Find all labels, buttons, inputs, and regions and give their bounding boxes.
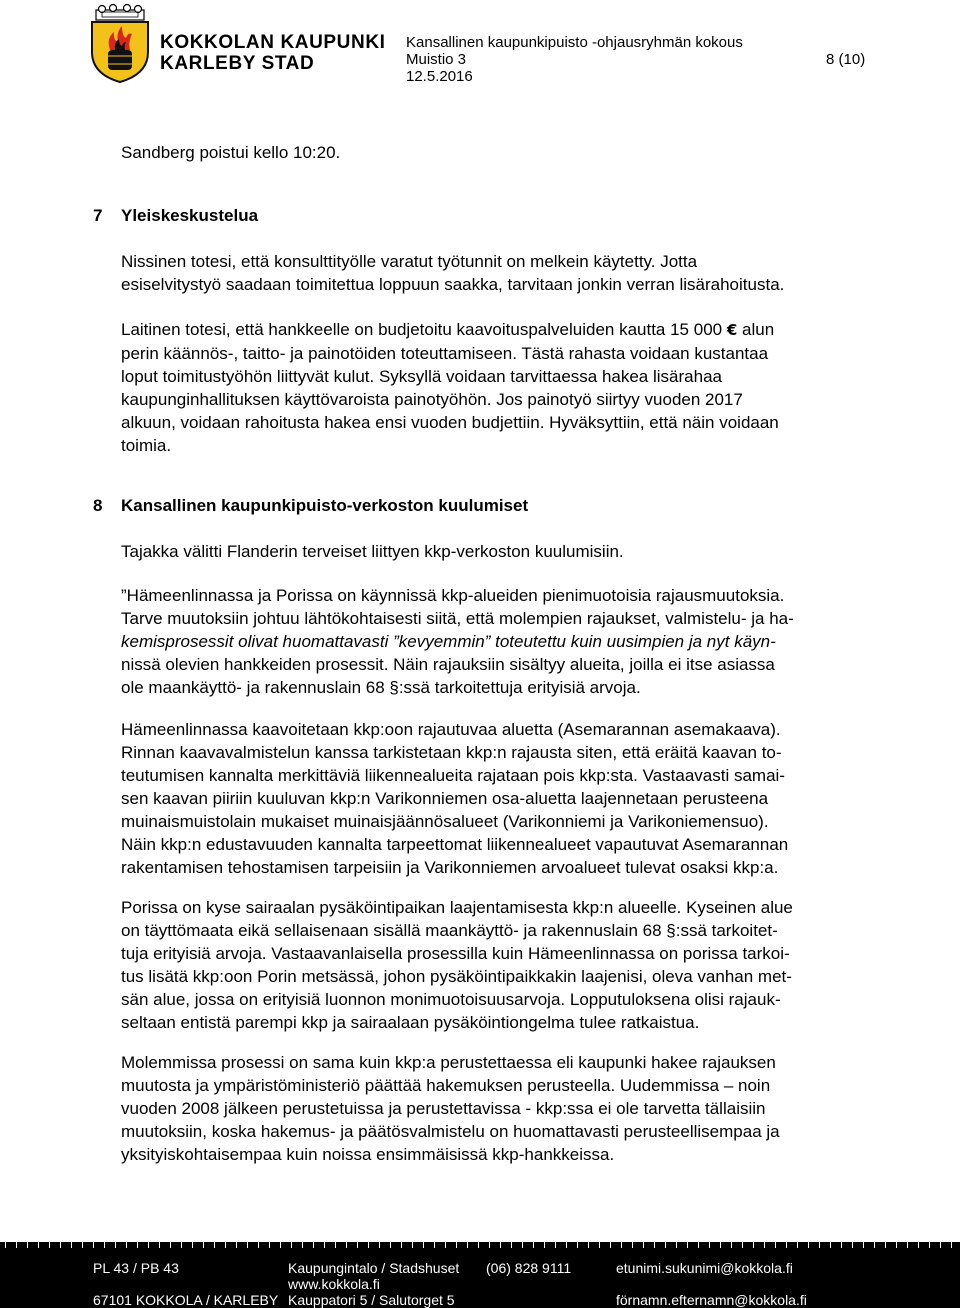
text-line: Tarve muutoksiin johtuu lähtökohtaisesti siitä, että molempien rajaukset, valmistelu- ja ha- xyxy=(121,609,794,628)
footer-phone: (06) 828 9111 xyxy=(486,1260,572,1276)
section-8-paragraph-5 xyxy=(121,1051,891,1166)
footer-bar xyxy=(0,1242,960,1308)
city-name-finnish: KOKKOLAN KAUPUNKI xyxy=(160,32,386,53)
text-line: Tajakka välitti Flanderin terveiset liittyen kkp-verkoston kuulumisiin. xyxy=(121,542,624,561)
text-line: teutumisen kannalta merkittäviä liikennealueita rajataan pois kkp:sta. Vastaavasti samai- xyxy=(121,766,785,785)
footer-street-address: Kauppatori 5 / Salutorget 5 xyxy=(288,1292,455,1308)
text-line: Rinnan kaavavalmistelun kanssa tarkistetaan kkp:n rajausta siten, että eräitä kaavan to- xyxy=(121,743,782,762)
text-line: seltaan entistä parempi kkp ja sairaalaan pysäköintiongelma tulee ratkaistua. xyxy=(121,1013,700,1032)
text-line: Näin kkp:n edustavuuden kannalta tarpeettomat liikennealueet vapautuvat Asemarannan xyxy=(121,835,789,854)
text-line: sen kaavan piiriin kuuluvan kkp:n Varikonniemen osa-aluetta laajennetaan perusteena xyxy=(121,789,769,808)
footer-website-link[interactable]: www.kokkola.fi xyxy=(288,1276,380,1292)
footer-office: Kaupungintalo / Stadshuset xyxy=(288,1260,460,1276)
document-name: Muistio 3 xyxy=(406,51,467,68)
text-line: kemisprosessit olivat huomattavasti ”kevyemmin” toteutettu kuin uusimpien ja nyt käyn- xyxy=(121,632,776,651)
text-line: kaupunginhallituksen käyttövaroista painotyöhön. Jos painotyö siirtyy vuoden 2017 xyxy=(121,390,743,409)
meeting-title: Kansallinen kaupunkipuisto -ohjausryhmän kokous xyxy=(406,34,743,51)
text-line: vuoden 2008 jälkeen perustetuissa ja perustettavissa - kkp:ssa ei ole tarvetta tällaisiin xyxy=(121,1099,766,1118)
page-number: 8 (10) xyxy=(826,51,866,68)
text-line: muutosta ja ympäristöministeriö päättää hakemuksen perusteella. Uudemmissa – noin xyxy=(121,1076,771,1095)
text-fragment: Laitinen totesi, että hankkeelle on budjetoitu kaavoituspalveluiden kautta 15 000 xyxy=(121,320,723,339)
section-8-number: 8 xyxy=(93,496,103,515)
footer-po-box: PL 43 / PB 43 xyxy=(93,1260,179,1276)
section-7-paragraph-2 xyxy=(121,318,891,457)
section-7-title: Yleiskeskustelua xyxy=(121,206,259,225)
section-8-paragraph-2 xyxy=(121,584,891,699)
city-coat-of-arms-logo xyxy=(88,4,152,84)
text-line: nissä olevien hankkeiden prosessit. Näin rajauksiin sisältyy alueita, joilla ei itse asiassa xyxy=(121,655,775,674)
city-name-swedish: KARLEBY STAD xyxy=(160,53,315,74)
text-line xyxy=(121,318,891,342)
text-line: tus lisätä kkp:oon Porin metsässä, johon pysäköintipaikkakin laajenisi, oleva vanhan met- xyxy=(121,967,792,986)
section-7-paragraph-1 xyxy=(121,250,891,296)
footer-top-edge xyxy=(0,1242,960,1248)
section-8-paragraph-4 xyxy=(121,896,891,1034)
text-line: muutoksiin, koska hakemus- ja päätösvalmistelu on huomattavasti perusteellisempaa ja xyxy=(121,1122,780,1141)
text-fragment: alun xyxy=(742,320,775,339)
text-line: rakentamisen tehostamisen tarpeisiin ja Varikonniemen arvoalueet tulevat osaksi kkp:a. xyxy=(121,858,779,877)
text-line: Molemmissa prosessi on sama kuin kkp:a perustettaessa eli kaupunki hakee rajauksen xyxy=(121,1053,776,1072)
text-line: yksityiskohtaisempaa kuin noissa ensimmäisissä kkp-hankkeissa. xyxy=(121,1145,615,1164)
section-8-paragraph-3 xyxy=(121,718,891,879)
text-line: Hämeenlinnassa kaavoitetaan kkp:oon rajautuvaa aluetta (Asemarannan asemakaava). xyxy=(121,720,781,739)
text-line: Nissinen totesi, että konsulttityölle varatut työtunnit on melkein käytetty. Jotta xyxy=(121,252,698,271)
text-line: muinaismuistolain mukaiset muinaisjäännösalueet (Varikonniemi ja Varikoniemensuo). xyxy=(121,812,769,831)
text-line: ole maankäyttö- ja rakennuslain 68 §:ssä tarkoitettuja erityisiä arvoja. xyxy=(121,678,641,697)
text-line: alkuun, voidaan rahoitusta hakea ensi vuoden budjettiin. Hyväksyttiin, että näin voidaan xyxy=(121,413,779,432)
text-line: perin käännös-, taitto- ja painotöiden toteuttamiseen. Tästä rahasta voidaan kustantaa xyxy=(121,344,769,363)
intro-paragraph xyxy=(121,141,891,164)
text-line: esiselvitystyö saadaan toimitettua loppuun saakka, tarvitaan jonkin verran lisärahoitusta. xyxy=(121,275,785,294)
text-line: ”Hämeenlinnassa ja Porissa on käynnissä kkp-alueiden pienimuotoisia rajausmuutoksia. xyxy=(121,586,785,605)
section-8-paragraph-1 xyxy=(121,540,891,563)
section-8-title: Kansallinen kaupunkipuisto-verkoston kuulumiset xyxy=(121,496,529,515)
euro-symbol: € xyxy=(726,321,738,339)
text-line: toimia. xyxy=(121,436,172,455)
meeting-date: 12.5.2016 xyxy=(406,68,473,85)
text-line: on täyttömaata eikä sellaisenaan sisällä maankäyttö- ja rakennuslain 68 §:ssä tarkoitet- xyxy=(121,921,778,940)
text-line: tuja erityisiä arvoja. Vastaavanlaisella prosessilla kuin Hämeenlinnassa on porissa tarkoi- xyxy=(121,944,790,963)
footer-email-finnish[interactable]: etunimi.sukunimi@kokkola.fi xyxy=(616,1260,793,1276)
text-line: loput toimitustyöhön liittyvät kulut. Syksyllä voidaan tarvittaessa hakea lisärahaa xyxy=(121,367,722,386)
text-line: Porissa on kyse sairaalan pysäköintipaikan laajentamisesta kkp:n alueelle. Kyseinen alue xyxy=(121,898,793,917)
text-line: sän alue, jossa on erityisiä luonnon monimuotoisuusarvoja. Lopputuloksena olisi rajauk- xyxy=(121,990,781,1009)
footer-email-swedish[interactable]: förnamn.efternamn@kokkola.fi xyxy=(616,1292,807,1308)
footer-postal-address: 67101 KOKKOLA / KARLEBY xyxy=(93,1292,279,1308)
section-7-number: 7 xyxy=(93,206,103,225)
intro-text: Sandberg poistui kello 10:20. xyxy=(121,143,341,162)
